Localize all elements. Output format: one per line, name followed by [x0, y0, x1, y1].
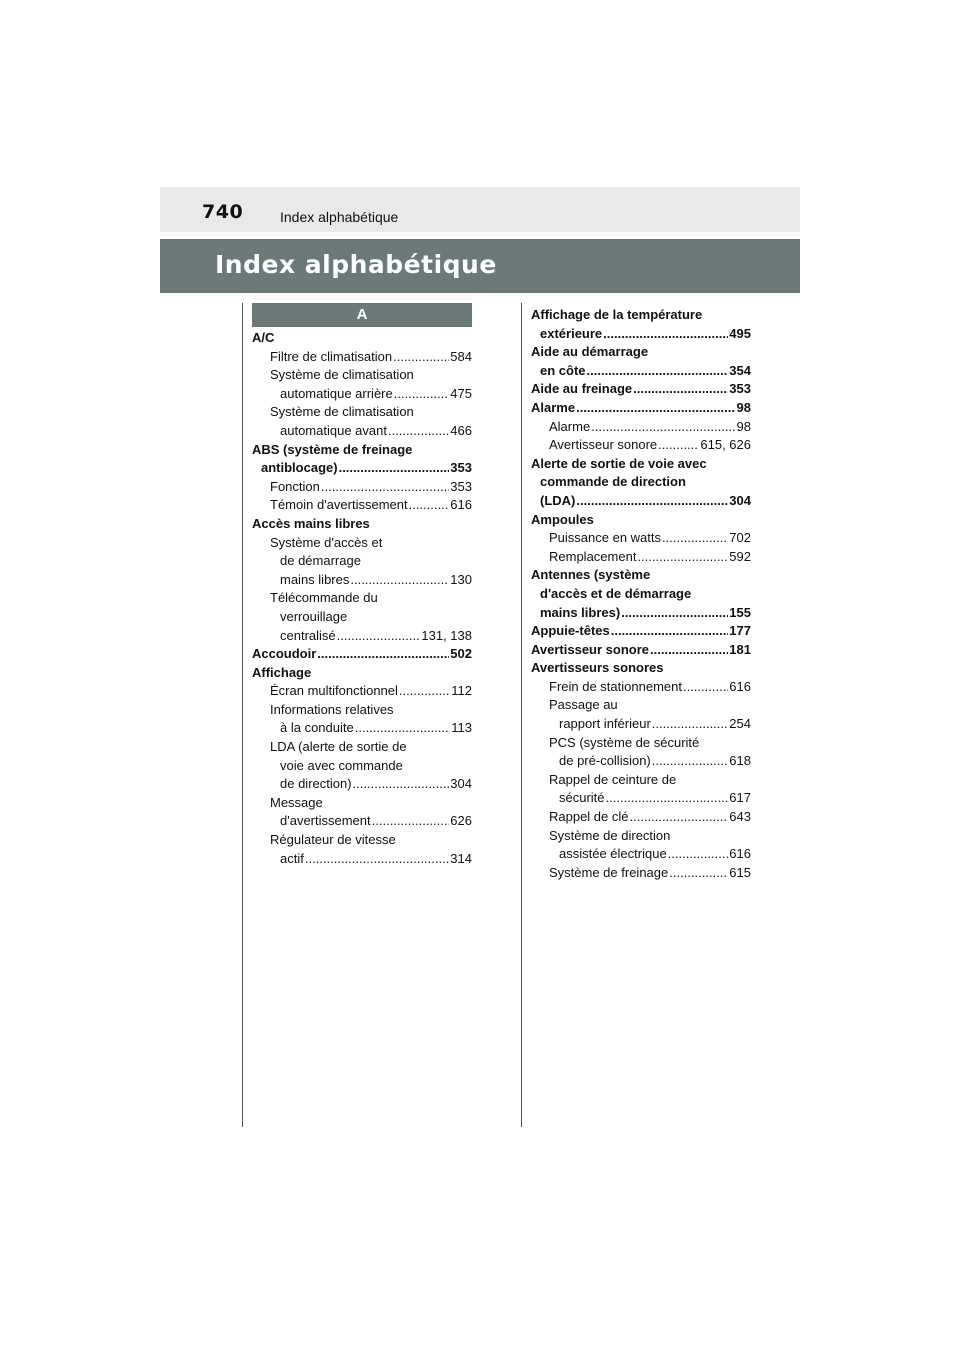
dot-leader	[339, 459, 450, 478]
index-entry-term: PCS (système de sécurité	[549, 734, 700, 750]
index-entry	[531, 678, 751, 697]
index-entry-page: 314	[450, 850, 472, 866]
index-entry-page: 354	[729, 362, 751, 378]
dot-leader	[650, 641, 728, 660]
index-entry-term: Passage au	[549, 697, 618, 713]
index-entry-term: Informations relatives	[270, 701, 394, 717]
index-entry	[252, 571, 472, 590]
index-entry-term: de démarrage	[280, 553, 361, 569]
index-entry-term: Frein de stationnement	[549, 678, 682, 694]
index-entry-page: 617	[729, 790, 751, 806]
index-entry	[531, 473, 751, 492]
index-entry	[531, 418, 751, 437]
index-entry	[252, 385, 472, 404]
index-entry-term: Affichage de la température	[531, 307, 703, 322]
index-entry	[252, 645, 472, 664]
index-entry-term: centralisé	[280, 627, 336, 643]
index-entry-term: Accoudoir	[252, 646, 317, 662]
index-entry-term: actif	[280, 850, 304, 866]
index-entry-page: 131, 138	[421, 627, 472, 643]
dot-leader	[305, 850, 449, 869]
index-entry-page: 643	[729, 809, 751, 825]
dot-leader	[393, 348, 449, 367]
index-entry	[531, 604, 751, 623]
index-entry	[252, 775, 472, 794]
index-entry	[531, 380, 751, 399]
index-entry-term: A/C	[252, 330, 275, 345]
dot-leader	[388, 422, 449, 441]
index-entry	[531, 529, 751, 548]
header-bar	[160, 187, 800, 232]
index-entry	[531, 659, 751, 678]
dot-leader	[637, 548, 728, 567]
index-entry	[252, 496, 472, 515]
index-entry	[531, 343, 751, 362]
index-entry-page: 616	[729, 678, 751, 694]
index-entry	[531, 306, 751, 325]
index-entry-page: 130	[450, 571, 472, 587]
index-entry	[531, 734, 751, 753]
index-entry	[252, 329, 472, 348]
index-entry	[252, 534, 472, 553]
index-entry-term: Message	[270, 794, 323, 810]
index-entry-page: 584	[450, 348, 472, 364]
index-entry-term: Rappel de ceinture de	[549, 771, 677, 787]
dot-leader	[652, 715, 729, 734]
index-entry-page: 615, 626	[700, 437, 751, 453]
index-entry	[252, 812, 472, 831]
index-entry	[531, 325, 751, 344]
dot-leader	[372, 812, 450, 831]
index-entry-term: Affichage	[252, 664, 312, 680]
index-entry-term: Filtre de climatisation	[270, 348, 393, 364]
index-entry-page: 466	[450, 422, 472, 438]
index-entry-term: Avertisseur sonore	[549, 437, 658, 453]
dot-leader	[576, 492, 728, 511]
index-entry-term: ABS (système de freinage	[252, 441, 413, 457]
index-entry	[531, 808, 751, 827]
index-entry-page: 304	[450, 776, 472, 792]
index-entry	[531, 362, 751, 381]
index-entry	[252, 422, 472, 441]
index-entry-term: Avertisseur sonore	[531, 641, 650, 657]
index-entry	[531, 845, 751, 864]
index-entry-term: antiblocage)	[261, 460, 338, 476]
index-entry-term: Alarme	[531, 399, 576, 415]
index-entry	[252, 664, 472, 683]
index-entry	[252, 682, 472, 701]
index-entry	[531, 864, 751, 883]
dot-leader	[353, 775, 450, 794]
index-column-left	[252, 329, 472, 868]
index-entry-page: 98	[736, 418, 751, 434]
index-entry-page: 626	[450, 813, 472, 829]
index-entry-term: automatique avant	[280, 422, 387, 438]
index-entry	[531, 789, 751, 808]
index-entry-term: Avertisseurs sonores	[531, 660, 664, 676]
index-entry-term: Puissance en watts	[549, 530, 662, 546]
page-number: 740	[202, 201, 244, 223]
index-entry	[531, 585, 751, 604]
index-entry	[252, 701, 472, 720]
index-entry-term: Télécommande du	[270, 590, 378, 606]
index-entry-term: Système de climatisation	[270, 367, 414, 383]
index-entry-term: Appuie-têtes	[531, 623, 610, 639]
index-entry-term: LDA (alerte de sortie de	[270, 739, 407, 755]
index-entry	[531, 696, 751, 715]
index-entry-term: mains libres	[280, 571, 350, 587]
index-entry-term: Alerte de sortie de voie avec	[531, 455, 707, 471]
index-entry	[252, 608, 472, 627]
index-entry-term: Antennes (système	[531, 567, 651, 583]
index-entry-term: Alarme	[549, 418, 591, 434]
dot-leader	[409, 496, 450, 515]
index-entry	[531, 715, 751, 734]
index-entry-page: 113	[451, 720, 472, 736]
index-entry	[531, 455, 751, 474]
index-entry-term: Fonction	[270, 478, 320, 494]
index-entry	[531, 771, 751, 790]
index-entry-term: mains libres)	[540, 604, 621, 620]
index-entry	[252, 459, 472, 478]
dot-leader	[630, 808, 729, 827]
index-entry-term: extérieure	[540, 325, 603, 341]
index-entry-term: Remplacement	[549, 548, 637, 564]
index-entry-page: 112	[451, 683, 472, 699]
index-entry	[252, 738, 472, 757]
index-entry	[531, 492, 751, 511]
index-entry-term: (LDA)	[540, 492, 576, 508]
index-entry	[531, 511, 751, 530]
dot-leader	[591, 418, 735, 437]
index-entry-term: Système d'accès et	[270, 534, 383, 550]
index-entry-term: de pré-collision)	[559, 753, 651, 769]
dot-leader	[668, 845, 729, 864]
dot-leader	[399, 682, 450, 701]
index-entry-term: à la conduite	[280, 720, 354, 736]
index-entry	[531, 436, 751, 455]
dot-leader	[662, 529, 728, 548]
index-entry-term: commande de direction	[540, 474, 686, 490]
index-entry	[531, 566, 751, 585]
index-entry	[531, 399, 751, 418]
index-entry-term: d'avertissement	[280, 813, 371, 829]
index-entry	[252, 552, 472, 571]
index-entry	[252, 794, 472, 813]
index-entry-term: Accès mains libres	[252, 515, 370, 531]
dot-leader	[394, 385, 450, 404]
index-column-right	[531, 306, 751, 882]
index-entry	[531, 622, 751, 641]
dot-leader	[587, 362, 729, 381]
index-entry-term: Ampoules	[531, 511, 594, 527]
index-entry-page: 615	[729, 864, 751, 880]
index-entry-page: 177	[729, 623, 751, 639]
dot-leader	[621, 604, 728, 623]
index-entry-term: Témoin d'avertissement	[270, 497, 408, 513]
index-entry-term: verrouillage	[280, 608, 348, 624]
dot-leader	[669, 864, 728, 883]
index-entry-page: 475	[450, 385, 472, 401]
index-entry-page: 353	[729, 381, 751, 397]
index-entry-term: Système de direction	[549, 827, 671, 843]
index-entry-term: voie avec commande	[280, 757, 403, 773]
index-entry-term: Aide au démarrage	[531, 344, 649, 360]
index-entry	[252, 348, 472, 367]
index-entry-term: automatique arrière	[280, 385, 393, 401]
running-header-title: Index alphabétique	[280, 209, 399, 225]
index-entry-page: 353	[450, 478, 472, 494]
index-entry-page: 304	[729, 492, 751, 508]
dot-leader	[576, 399, 735, 418]
dot-leader	[652, 752, 729, 771]
dot-leader	[355, 719, 451, 738]
index-entry	[252, 627, 472, 646]
dot-leader	[350, 571, 449, 590]
index-entry-page: 616	[450, 497, 472, 513]
dot-leader	[603, 325, 728, 344]
index-entry-page: 155	[729, 604, 751, 620]
index-entry	[252, 719, 472, 738]
index-entry	[252, 366, 472, 385]
index-entry-term: Système de freinage	[549, 864, 669, 880]
index-entry-term: de direction)	[280, 776, 352, 792]
dot-leader	[611, 622, 729, 641]
index-entry-page: 592	[729, 548, 751, 564]
index-entry	[252, 831, 472, 850]
index-entry-page: 495	[729, 325, 751, 341]
index-entry-term: Système de climatisation	[270, 404, 414, 420]
dot-leader	[317, 645, 449, 664]
index-entry-term: d'accès et de démarrage	[540, 585, 692, 601]
index-entry	[531, 752, 751, 771]
section-letter-header: A	[252, 303, 472, 327]
index-entry-term: en côte	[540, 362, 586, 378]
index-entry-page: 181	[729, 641, 751, 657]
index-entry-term: Écran multifonctionnel	[270, 683, 398, 699]
index-entry-page: 502	[450, 646, 472, 662]
index-entry-term: Rappel de clé	[549, 809, 629, 825]
index-entry-page: 702	[729, 530, 751, 546]
index-entry-page: 616	[729, 846, 751, 862]
index-entry-term: assistée électrique	[559, 846, 667, 862]
column-divider-right	[521, 303, 522, 1127]
index-entry	[531, 641, 751, 660]
index-entry	[252, 757, 472, 776]
index-entry	[252, 515, 472, 534]
index-entry-term: rapport inférieur	[559, 716, 651, 732]
index-entry-page: 98	[736, 399, 751, 415]
dot-leader	[633, 380, 728, 399]
index-entry	[252, 403, 472, 422]
index-entry-term: Régulateur de vitesse	[270, 832, 396, 848]
index-entry-page: 618	[729, 753, 751, 769]
dot-leader	[606, 789, 729, 808]
index-entry	[252, 441, 472, 460]
index-entry-page: 353	[450, 460, 472, 476]
index-entry	[531, 827, 751, 846]
column-divider-left	[242, 303, 243, 1127]
index-entry	[252, 850, 472, 869]
index-entry	[252, 589, 472, 608]
index-entry-term: sécurité	[559, 790, 605, 806]
dot-leader	[658, 436, 699, 455]
dot-leader	[321, 478, 449, 497]
index-entry-term: Aide au freinage	[531, 381, 633, 397]
dot-leader	[337, 627, 421, 646]
dot-leader	[683, 678, 728, 697]
index-entry	[252, 478, 472, 497]
index-entry-page: 254	[729, 716, 751, 732]
page-title: Index alphabétique	[215, 250, 497, 279]
index-entry	[531, 548, 751, 567]
